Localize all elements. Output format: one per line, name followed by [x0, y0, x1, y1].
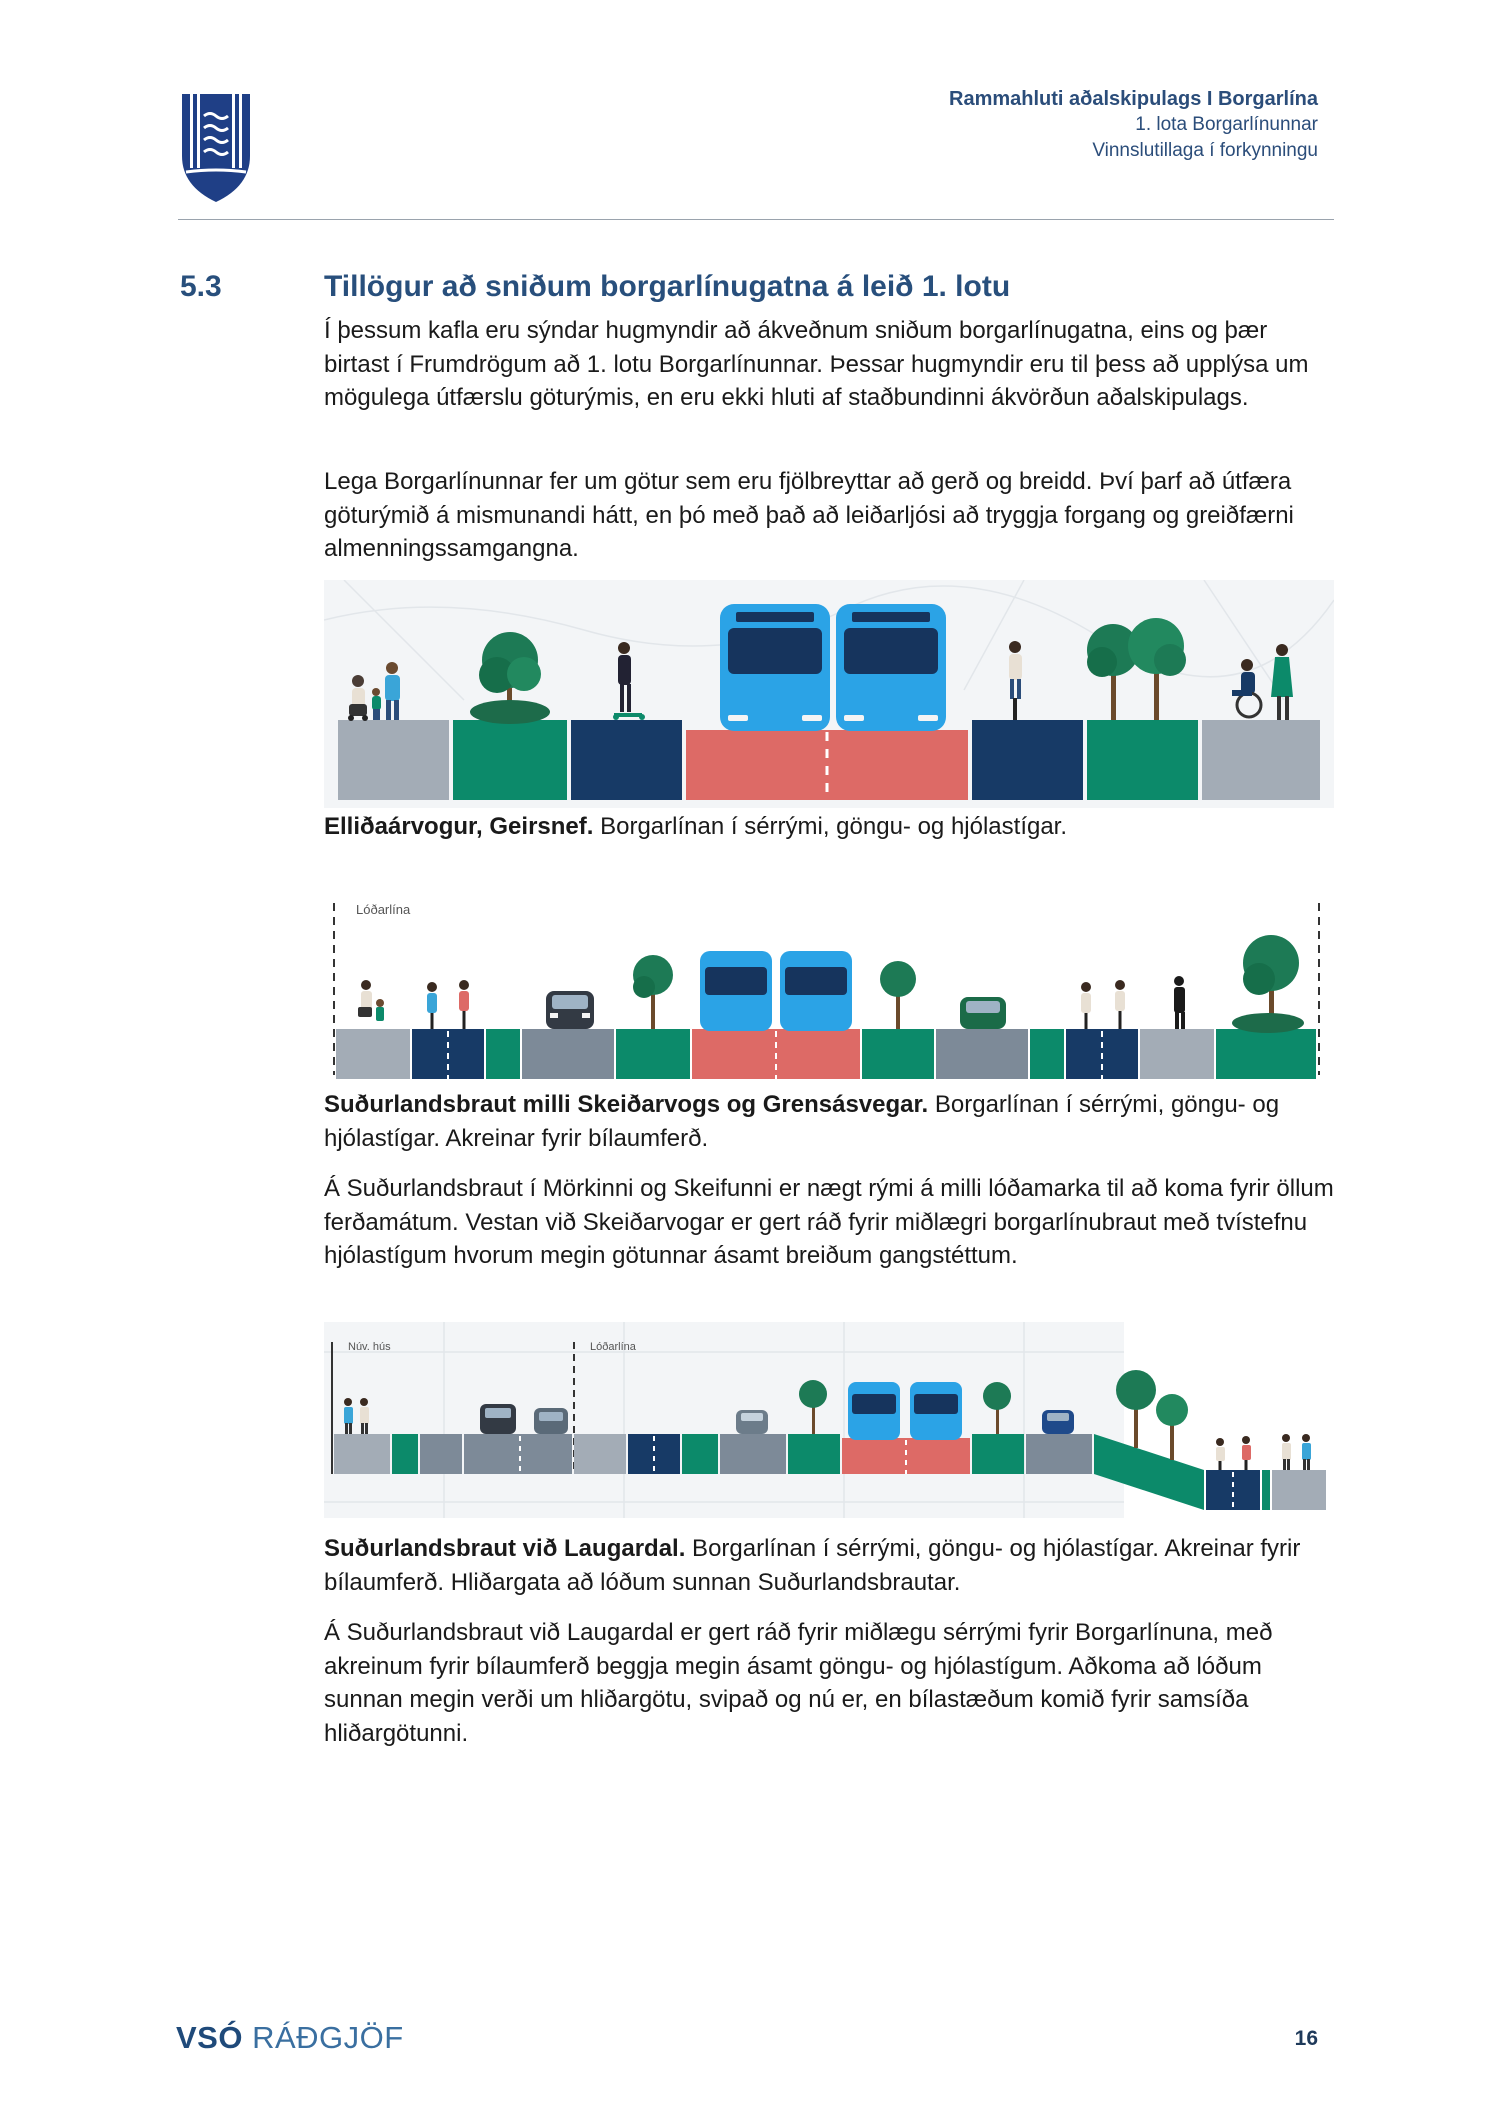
document-header: [949, 86, 1318, 164]
header-divider: [178, 219, 1334, 220]
sidewalk-segment: [574, 1434, 626, 1474]
bus-illustration: [848, 1382, 900, 1440]
green-strip-segment: [1216, 1029, 1316, 1079]
laugardalur-paragraph: Á Suðurlandsbraut við Laugardal er gert ráð fyrir miðlægu sérrými fyrir Borgarlínuna, með akreinum fyrir bílaumferð beggja megin ásamt göngu- og hjólastígum. Aðkoma að lóðum sunnan megin verði um hliðargötu, svipað og nú er, en bílastæðum komið fyrir samsíða hliðargötunni.: [324, 1619, 1273, 1747]
car-illustration: [480, 1404, 516, 1434]
sidewalk-segment: [338, 720, 449, 800]
cyclist-figure: [1242, 1436, 1251, 1470]
green-strip-segment: [616, 1029, 690, 1079]
cycle-path-segment: [972, 720, 1083, 800]
child-figure: [372, 688, 381, 720]
tree-illustration: [1156, 1394, 1188, 1460]
existing-house-label: Núv. hús: [348, 1341, 391, 1353]
green-strip-segment: [1087, 720, 1198, 800]
sudurlandsbraut-paragraph: Á Suðurlandsbraut í Mörkinni og Skeifunni er nægt rými á milli lóðamarka til að koma fyrir öllum ferðamátum. Vestan við Skeiðarvogar er gert ráð fyrir miðlægri borgarlínubraut með tvístefnu hjólastígum hvorum megin götunnar ásamt breiðum gangstéttum.: [324, 1175, 1334, 1269]
sidewalk-segment: [1140, 1029, 1214, 1079]
bus-illustration: [836, 604, 946, 731]
section-number: 5.3: [180, 270, 222, 303]
page-number: 16: [1294, 2027, 1318, 2050]
caption-location: Elliðaárvogur, Geirsnef.: [324, 813, 594, 840]
caption-description: Borgarlínan í sérrými, göngu- og hjólastígar. Akreinar fyrir bílaumferð.: [324, 1091, 1280, 1152]
child-figure: [376, 999, 384, 1021]
bus-illustration: [910, 1382, 962, 1440]
street-section-figure-3: [324, 1322, 1334, 1518]
lot-line-label: Lóðarlína: [356, 902, 411, 917]
pedestrian-figure: [1302, 1434, 1311, 1470]
lot-line-label: Lóðarlína: [590, 1341, 636, 1353]
caption-description: Borgarlínan í sérrými, göngu- og hjólastígar.: [593, 813, 1068, 840]
pedestrian-figure: [1282, 1434, 1291, 1470]
header-title: Rammahluti aðalskipulags I Borgarlína: [949, 88, 1318, 110]
road-lane-segment: [420, 1434, 462, 1474]
sidewalk-segment: [1202, 720, 1320, 800]
car-illustration: [534, 1408, 568, 1434]
section-title: Tillögur að sniðum borgarlínugatna á leið 1. lotu: [324, 270, 1011, 303]
road-lane-segment: [720, 1434, 786, 1474]
sidewalk-segment: [1272, 1470, 1326, 1510]
green-strip-segment: [1262, 1470, 1270, 1510]
road-lane-segment: [522, 1029, 614, 1079]
intro-paragraph: Í þessum kafla eru sýndar hugmyndir að ákveðnum sniðum borgarlínugatna, eins og þær birtast í Frumdrögum að 1. lotu Borgarlínunnar. Þessar hugmyndir eru til þess að upplýsa um mögulega útfærslu göturýmis, en eru ekki hluti af staðbundinni ákvörðun aðalskipulags.: [324, 317, 1309, 411]
green-strip-segment: [682, 1434, 718, 1474]
green-strip-segment: [862, 1029, 934, 1079]
car-illustration: [736, 1410, 768, 1434]
sidewalk-segment: [336, 1029, 410, 1079]
car-illustration: [1042, 1410, 1074, 1434]
green-strip-segment: [788, 1434, 840, 1474]
bus-illustration: [720, 604, 830, 731]
figure-caption-1: [324, 810, 1334, 844]
green-strip-segment: [453, 720, 567, 800]
road-lane-segment: [936, 1029, 1028, 1079]
green-strip-segment: [972, 1434, 1024, 1474]
vso-radgjof-logo: [176, 2020, 404, 2056]
caption-location: Suðurlandsbraut við Laugardal.: [324, 1535, 686, 1562]
road-lane-segment: [1026, 1434, 1092, 1474]
route-paragraph: Lega Borgarlínunnar fer um götur sem eru fjölbreyttar að gerð og breidd. Því þarf að útfæra göturýmið á mismunandi hátt, en þó með það að leiðarljósi að tryggja forgang og greiðfærni almenningssamgangna.: [324, 468, 1294, 562]
street-section-figure-1: [324, 580, 1334, 808]
caption-description: Borgarlínan í sérrými, göngu- og hjólastígar. Akreinar fyrir bílaumferð. Hliðargata að lóðum sunnan Suðurlandsbrautar.: [324, 1535, 1301, 1596]
footer-brand-rest: RÁÐGJÖF: [242, 2020, 404, 2055]
cyclist-figure: [1216, 1438, 1225, 1470]
footer-brand-bold: VSÓ: [176, 2020, 243, 2055]
bus-illustration: [700, 951, 772, 1031]
header-subtitle: 1. lota Borgarlínunnar: [1135, 114, 1318, 135]
header-status: Vinnslutillaga í forkynningu: [1092, 140, 1318, 161]
road-lane-segment: [464, 1434, 572, 1474]
caption-location: Suðurlandsbraut milli Skeiðarvogs og Grensásvegar.: [324, 1091, 929, 1118]
car-illustration: [960, 997, 1006, 1029]
municipal-shield-logo: [180, 92, 252, 204]
figure-caption-3: [324, 1532, 1334, 1599]
street-section-figure-2: [324, 895, 1334, 1083]
green-strip-segment: [392, 1434, 418, 1474]
sidewalk-segment: [334, 1434, 390, 1474]
car-illustration: [546, 991, 594, 1029]
green-strip-segment: [486, 1029, 520, 1079]
green-strip-segment: [1030, 1029, 1064, 1079]
cycle-path-segment: [571, 720, 682, 800]
figure-caption-2: [324, 1088, 1334, 1155]
bus-illustration: [780, 951, 852, 1031]
